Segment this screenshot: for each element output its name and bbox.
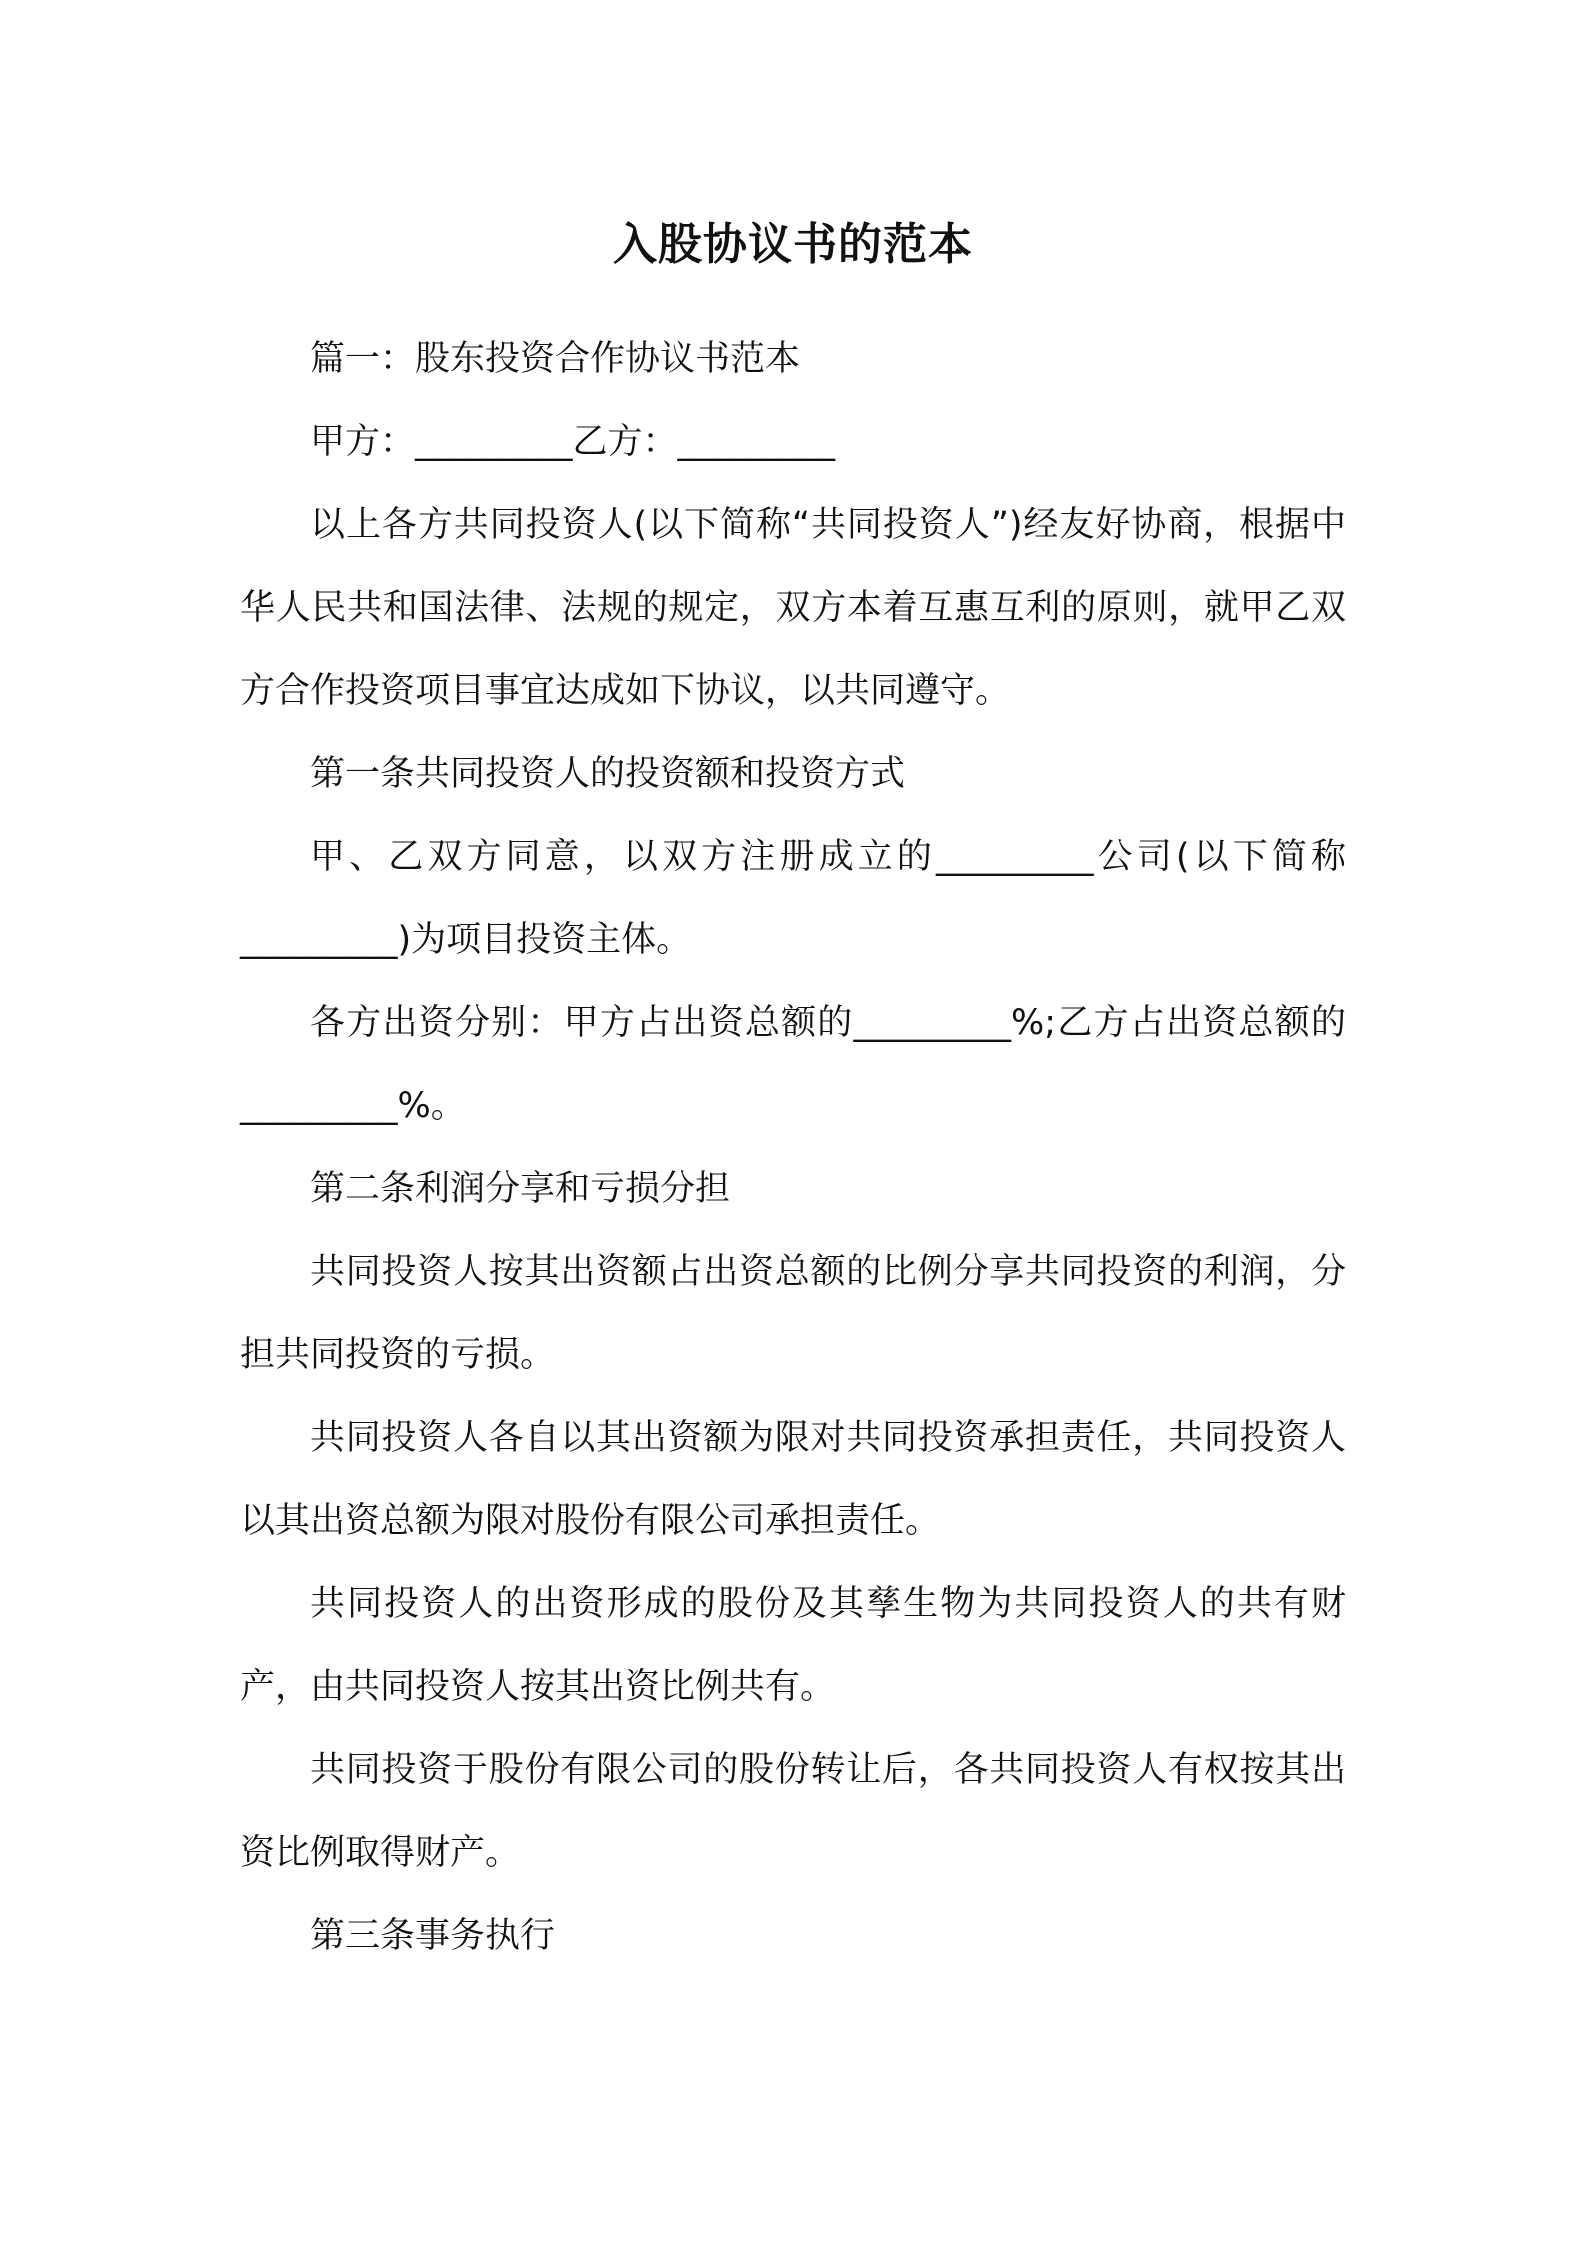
- document-body: [240, 318, 1346, 1978]
- body-paragraph: 甲、乙双方同意，以双方注册成立的_________公司(以下简称_________)为项目投资主体。: [240, 837, 1346, 960]
- body-paragraph: 共同投资人各自以其出资额为限对共同投资承担责任，共同投资人以其出资总额为限对股份有限公司承担责任。: [240, 1418, 1346, 1541]
- body-paragraph: 共同投资人的出资形成的股份及其孳生物为共同投资人的共有财产，由共同投资人按其出资比例共有。: [240, 1584, 1346, 1707]
- article-heading: 第一条共同投资人的投资额和投资方式: [310, 754, 906, 794]
- party-names-line: 甲方：_________乙方：_________: [310, 422, 836, 462]
- body-paragraph: 各方出资分别：甲方占出资总额的_________%;乙方占出资总额的_________%。: [240, 1003, 1346, 1126]
- document-title: 入股协议书的范本: [613, 219, 973, 270]
- article-heading: 第二条利润分享和亏损分担: [310, 1169, 731, 1209]
- body-paragraph: 以上各方共同投资人(以下简称“共同投资人”)经友好协商，根据中华人民共和国法律、法规的规定，双方本着互惠互利的原则，就甲乙双方合作投资项目事宜达成如下协议，以共同遵守。: [240, 505, 1346, 711]
- body-paragraph: 共同投资于股份有限公司的股份转让后，各共同投资人有权按其出资比例取得财产。: [240, 1750, 1346, 1873]
- section-heading: 篇一：股东投资合作协议书范本: [310, 339, 801, 379]
- body-paragraph: 共同投资人按其出资额占出资总额的比例分享共同投资的利润，分担共同投资的亏损。: [240, 1252, 1346, 1375]
- article-heading: 第三条事务执行: [310, 1916, 556, 1956]
